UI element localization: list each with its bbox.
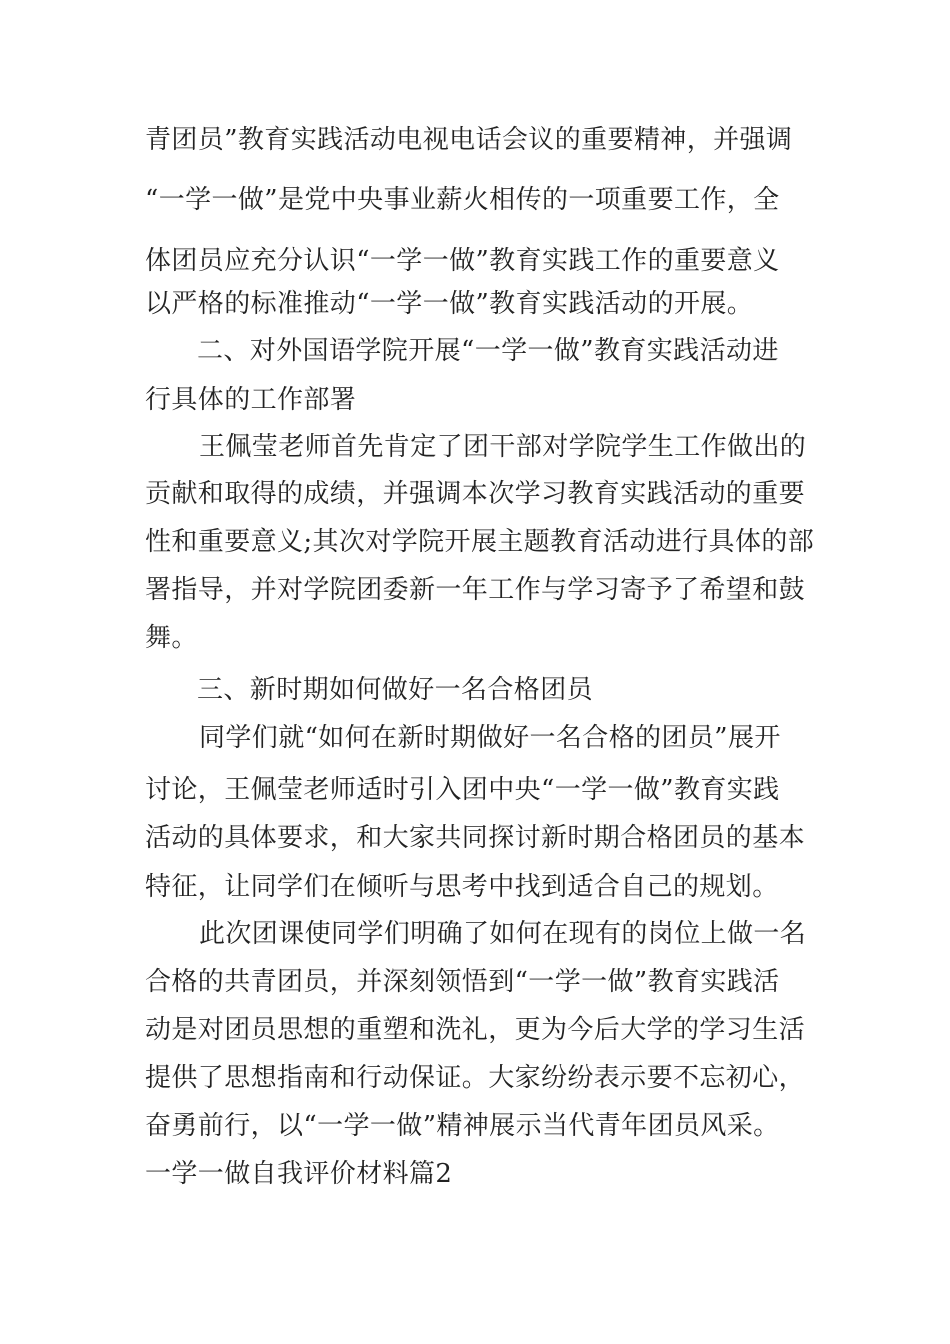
paragraph-start: 同学们就“如何在新时期做好一名合格的团员”展开 [199, 723, 781, 753]
text-line: 讨论，王佩莹老师适时引入团中央“一学一做”教育实践 [145, 775, 780, 805]
section-heading: 三、新时期如何做好一名合格团员 [197, 675, 594, 705]
paragraph-start: 此次团课使同学们明确了如何在现有的岗位上做一名 [199, 919, 807, 949]
text-line: 合格的共青团员，并深刻领悟到“一学一做”教育实践活 [145, 967, 780, 997]
section-heading: 二、对外国语学院开展“一学一做”教育实践活动进 [197, 336, 779, 366]
text-line: 舞。 [145, 623, 198, 653]
text-line: 性和重要意义;其次对学院开展主题教育活动进行具体的部 [145, 527, 815, 557]
text-line: 青团员”教育实践活动电视电话会议的重要精神，并强调 [145, 125, 793, 155]
text-line: 奋勇前行，以“一学一做”精神展示当代青年团员风采。 [145, 1111, 780, 1141]
text-line: 特征，让同学们在倾听与思考中找到适合自己的规划。 [145, 872, 779, 902]
text-line: 贡献和取得的成绩，并强调本次学习教育实践活动的重要 [145, 479, 806, 509]
paragraph-start: 王佩莹老师首先肯定了团干部对学院学生工作做出的 [199, 432, 807, 462]
text-line: 署指导，并对学院团委新一年工作与学习寄予了希望和鼓 [145, 575, 806, 605]
text-line: 以严格的标准推动“一学一做”教育实践活动的开展。 [145, 289, 754, 319]
text-line: 行具体的工作部署 [145, 385, 357, 415]
text-line: “一学一做”是党中央事业薪火相传的一项重要工作，全 [145, 185, 780, 215]
text-line: 体团员应充分认识“一学一做”教育实践工作的重要意义 [145, 246, 780, 276]
text-line: 提供了思想指南和行动保证。大家纷纷表示要不忘初心， [145, 1063, 806, 1093]
text-line: 活动的具体要求，和大家共同探讨新时期合格团员的基本 [145, 823, 806, 853]
next-section-title: 一学一做自我评价材料篇2 [145, 1159, 453, 1189]
text-line: 动是对团员思想的重塑和洗礼，更为今后大学的学习生活 [145, 1015, 806, 1045]
